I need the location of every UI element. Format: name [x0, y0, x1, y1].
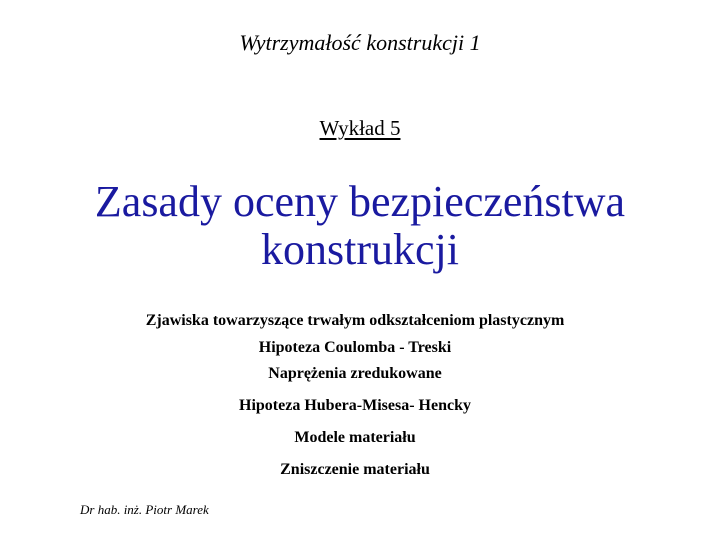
topic-item: Zjawiska towarzyszące trwałym odkształceniom plastycznym	[145, 312, 565, 329]
author-credit: Dr hab. inż. Piotr Marek	[80, 502, 209, 517]
lecture-title-line-2: konstrukcji	[261, 225, 459, 274]
topic-item: Hipoteza Coulomba - Treski	[258, 339, 452, 356]
lecture-title	[0, 178, 720, 274]
lecture-title-line-1: Zasady oceny bezpieczeństwa	[94, 177, 626, 226]
topic-item: Hipoteza Hubera-Misesa- Hencky	[239, 397, 471, 414]
course-title: Wytrzymałość konstrukcji 1	[239, 30, 481, 55]
topic-item: Modele materiału	[294, 429, 416, 446]
topic-item: Zniszczenie materiału	[280, 461, 430, 478]
topic-item: Naprężenia zredukowane	[268, 365, 442, 382]
lecture-label: Wykład 5	[319, 116, 401, 140]
